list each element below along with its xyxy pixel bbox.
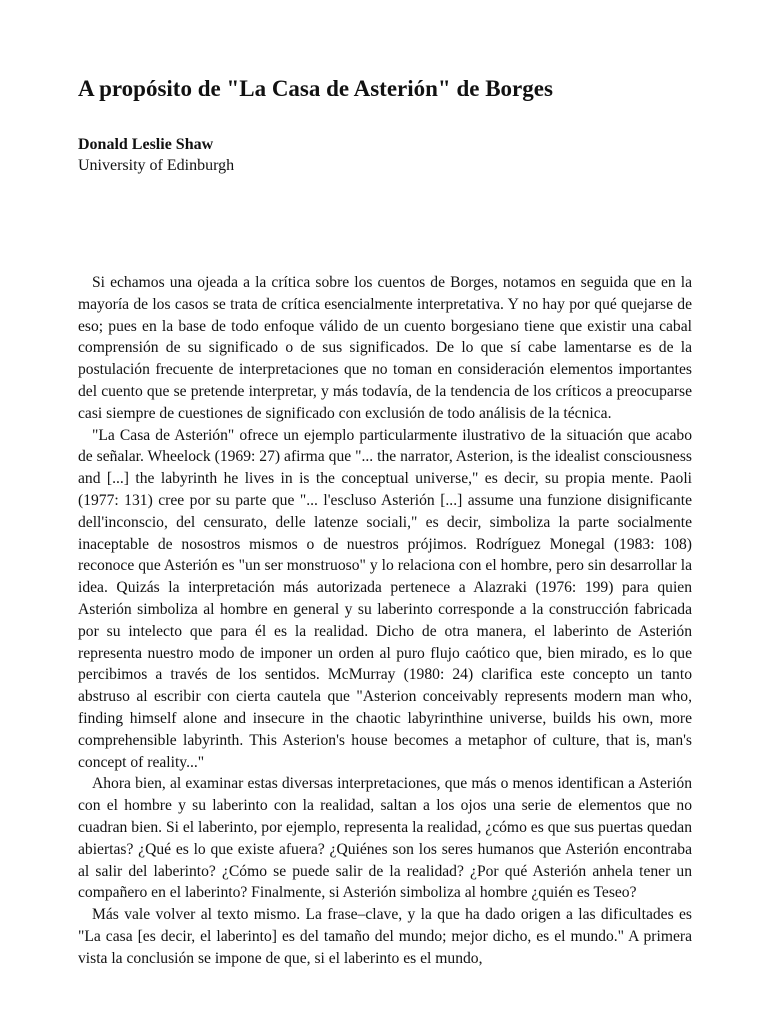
article-body (78, 272, 692, 970)
paragraph-4: Más vale volver al texto mismo. La frase–clave, y la que ha dado origen a las dificultades es "La casa [es decir, el laberinto] es del tamaño del mundo; mejor dicho, es el mundo." A primera vista la conclusión se impone de que, si el laberinto es el mundo, (78, 906, 692, 967)
article-title: A propósito de "La Casa de Asterión" de Borges (78, 76, 553, 101)
paragraph-3: Ahora bien, al examinar estas diversas interpretaciones, que más o menos identifican a Asterión con el hombre y su laberinto con la realidad, saltan a los ojos una serie de elementos que no cuadran bien. Si el laberinto, por ejemplo, representa la realidad, ¿cómo es que sus puertas quedan abiertas? ¿Qué es lo que existe afuera? ¿Quiénes son los seres humanos que Asterión encontraba al salir del laberinto? ¿Cómo se puede salir de la realidad? ¿Por qué Asterión anhela tener un compañero en el laberinto? Finalmente, si Asterión simboliza al hombre ¿quién es Teseo? (78, 775, 692, 902)
paragraph-2: "La Casa de Asterión" ofrece un ejemplo particularmente ilustrativo de la situación que acabo de señalar. Wheelock (1969: 27) afirma que "... the narrator, Asterion, is the idealist consciousness and [...] the labyrinth he lives in is the conceptual universe," es decir, su propia mente. Paoli (1977: 131) cree por su parte que "... l'escluso Asterión [...] assume una funzione disignificante dell'inconscio, del censurato, delle latenze sociali," es decir, simboliza la parte socialmente inaceptable de nosostros mismos o de nuestros prójimos. Rodríguez Monegal (1983: 108) reconoce que Asterión es "un ser monstruoso" y lo relaciona con el hombre, pero sin desarrollar la idea. Quizás la interpretación más autorizada pertenece a Alazraki (1976: 199) para quien Asterión simboliza al hombre en general y su laberinto corresponde a la construcción fabricada por su intelecto que para él es la realidad. Dicho de otra manera, el laberinto de Asterión representa nuestro modo de imponer un orden al puro flujo caótico que, bien mirado, es lo que percibimos a través de los sentidos. McMurray (1980: 24) clarifica este concepto un tanto abstruso al escribir con cierta cautela que "Asterion conceivably represents modern man who, finding himself alone and insecure in the chaotic labyrinthine universe, builds his own, more comprehensible labyrinth. This Asterion's house becomes a metaphor of culture, that is, man's concept of reality..." (78, 426, 692, 771)
paragraph-1: Si echamos una ojeada a la crítica sobre los cuentos de Borges, notamos en seguida que en la mayoría de los casos se trata de crítica esencialmente interpretativa. Y no hay por qué quejarse de eso; pues en la base de todo enfoque válido de un cuento borgesiano tiene que existir una cabal comprensión de su significado o de sus significados. De lo que sí cabe lamentarse es de la postulación frecuente de interpretaciones que no toman en consideración elementos importantes del cuento que se pretende interpretar, y más todavía, de la tendencia de los críticos a preocuparse casi siempre de cuestiones de significado con exclusión de todo análisis de la técnica. (78, 274, 692, 422)
author-name: Donald Leslie Shaw (78, 136, 214, 153)
author-affiliation: University of Edinburgh (78, 157, 235, 174)
